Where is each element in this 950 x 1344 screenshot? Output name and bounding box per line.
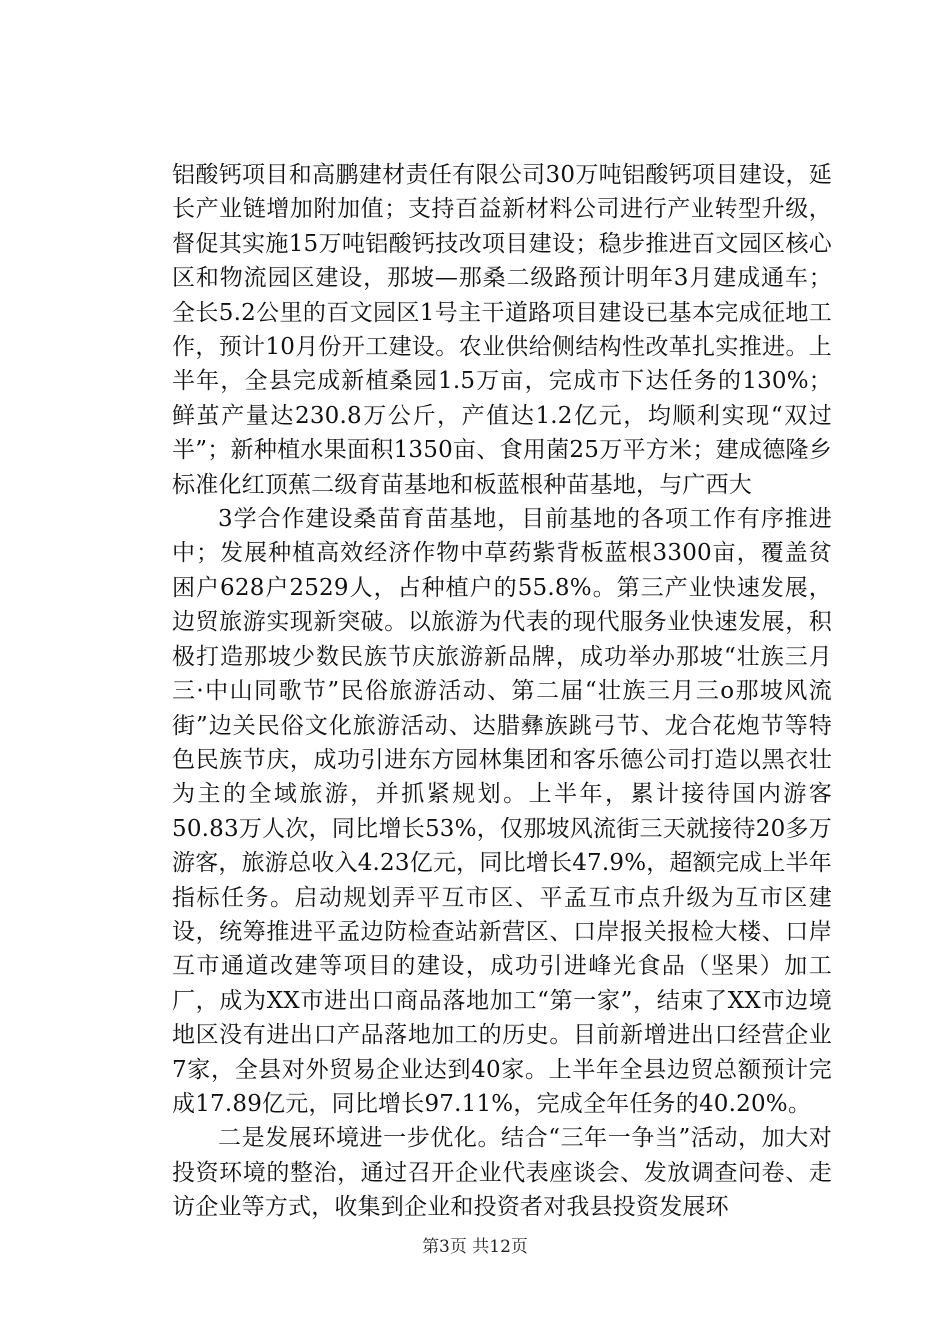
page-number-footer: 第3页 共12页 [422, 1237, 528, 1257]
paragraph-2: 3学合作建设桑苗育苗基地，目前基地的各项工作有序推进中；发展种植高效经济作物中草药紫背板蓝根3300亩，覆盖贫困户628户2529人，占种植户的55.8%。第三产业快速发展，边贸旅游实现新突破。以旅游为代表的现代服务业快速发展，积极打造那坡少数民族节庆旅游新品牌，成功举办那坡“壮族三月三·中山同歌节”民俗旅游活动、第二届“壮族三月三o那坡风流街”边关民俗文化旅游活动、达腊彝族跳弓节、龙合花炮节等特色民族节庆，成功引进东方园林集团和客乐德公司打造以黑衣壮为主的全域旅游，并抓紧规划。上半年，累计接待国内游客50.83万人次，同比增长53%，仅那坡风流街三天就接待20多万游客，旅游总收入4.23亿元，同比增长47.9%，超额完成上半年指标任务。启动规划弄平互市区、平孟互市点升级为互市区建设，统筹推进平孟边防检查站新营区、口岸报关报检大楼、口岸互市通道改建等项目的建设，成功引进峰光食品（坚果）加工厂，成为XX市进出口商品落地加工“第一家”，结束了XX市边境地区没有进出口产品落地加工的历史。目前新增进出口经营企业7家，全县对外贸易企业达到40家。上半年全县边贸总额预计完成17.89亿元，同比增长97.11%，完成全年任务的40.20%。 [172, 506, 832, 1117]
paragraph-1: 铝酸钙项目和高鹏建材责任有限公司30万吨铝酸钙项目建设，延长产业链增加附加值；支持百益新材料公司进行产业转型升级，督促其实施15万吨铝酸钙技改项目建设；稳步推进百文园区核心区和物流园区建设，那坡—那桑二级路预计明年3月建成通车；全长5.2公里的百文园区1号主干道路项目建设已基本完成征地工作，预计10月份开工建设。农业供给侧结构性改革扎实推进。上半年，全县完成新植桑园1.5万亩，完成市下达任务的130%；鲜茧产量达230.8万公斤，产值达1.2亿元，均顺利实现“双过半”；新种植水果面积1350亩、食用菌25万平方米；建成德隆乡标准化红顶蕉二级育苗基地和板蓝根种苗基地，与广西大 [172, 162, 832, 498]
document-body [172, 158, 832, 1225]
paragraph-3: 二是发展环境进一步优化。结合“三年一争当”活动，加大对投资环境的整治，通过召开企业代表座谈会、发放调查问卷、走访企业等方式，收集到企业和投资者对我县投资发展环 [172, 1125, 832, 1221]
